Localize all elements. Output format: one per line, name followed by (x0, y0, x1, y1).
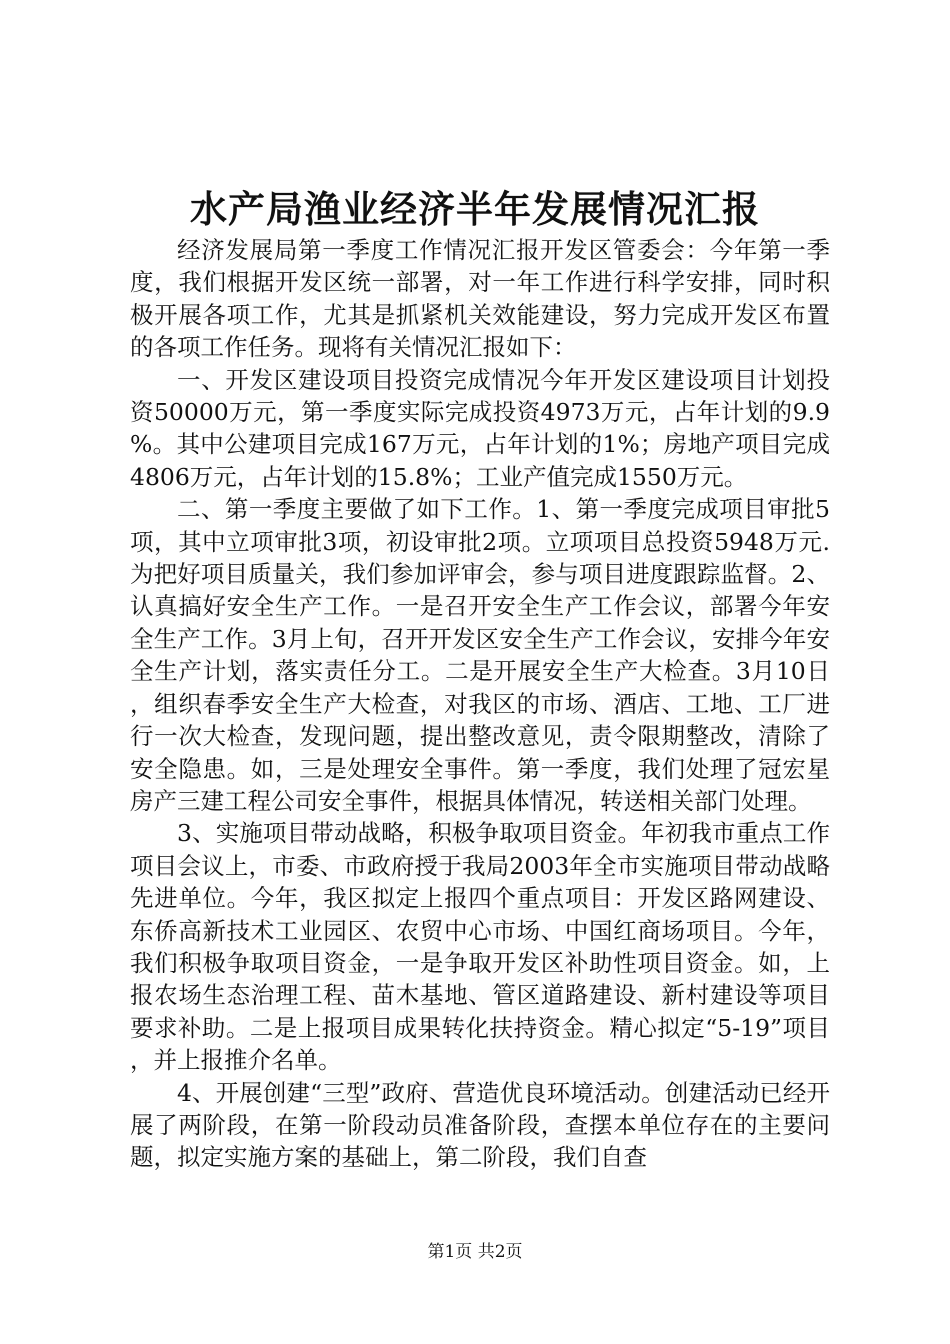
paragraph-project-strategy: 3、实施项目带动战略，积极争取项目资金。年初我市重点工作项目会议上，市委、市政府授于我局2003年全市实施项目带动战略先进单位。今年，我区拟定上报四个重点项目：开发区路网建设、东侨高新技术工业园区、农贸中心市场、中国红商场项目。今年，我们积极争取项目资金，一是争取开发区补助性项目资金。如，上报农场生态治理工程、苗木基地、管区道路建设、新村建设等项目要求补助。二是上报项目成果转化扶持资金。精心拟定“5-19”项目，并上报推介名单。 (130, 819, 830, 1075)
paragraph-government-activity: 4、开展创建“三型”政府、营造优良环境活动。创建活动已经开展了两阶段，在第一阶段动员准备阶段，查摆本单位存在的主要问题，拟定实施方案的基础上，第二阶段，我们自查 (130, 1078, 830, 1172)
paragraph-investment: 一、开发区建设项目投资完成情况今年开发区建设项目计划投资50000万元，第一季度实际完成投资4973万元，占年计划的9.9%。其中公建项目完成167万元，占年计划的1%；房地产项目完成4806万元，占年计划的15.8%；工业产值完成1550万元。 (130, 365, 830, 491)
page-number-footer: 第1页 共2页 (427, 1242, 523, 1262)
paragraph-work-summary: 二、第一季度主要做了如下工作。1、第一季度完成项目审批5项，其中立项审批3项，初设审批2项。立项项目总投资5948万元.为把好项目质量关，我们参加评审会，参与项目进度跟踪监督。2、认真搞好安全生产工作。一是召开安全生产工作会议，部署今年安全生产工作。3月上旬，召开开发区安全生产工作会议，安排今年安全生产计划，落实责任分工。二是开展安全生产大检查。3月10日，组织春季安全生产大检查，对我区的市场、酒店、工地、工厂进行一次大检查，发现问题，提出整改意见，责令限期整改，清除了安全隐患。如，三是处理安全事件。第一季度，我们处理了冠宏星房产三建工程公司安全事件，根据具体情况，转送相关部门处理。 (130, 495, 830, 815)
paragraph-intro: 经济发展局第一季度工作情况汇报开发区管委会：今年第一季度，我们根据开发区统一部署，对一年工作进行科学安排，同时积极开展各项工作，尤其是抓紧机关效能建设，努力完成开发区布置的各项工作任务。现将有关情况汇报如下： (130, 236, 830, 362)
document-body (130, 234, 830, 1174)
document-title: 水产局渔业经济半年发展情况汇报 (190, 187, 760, 231)
